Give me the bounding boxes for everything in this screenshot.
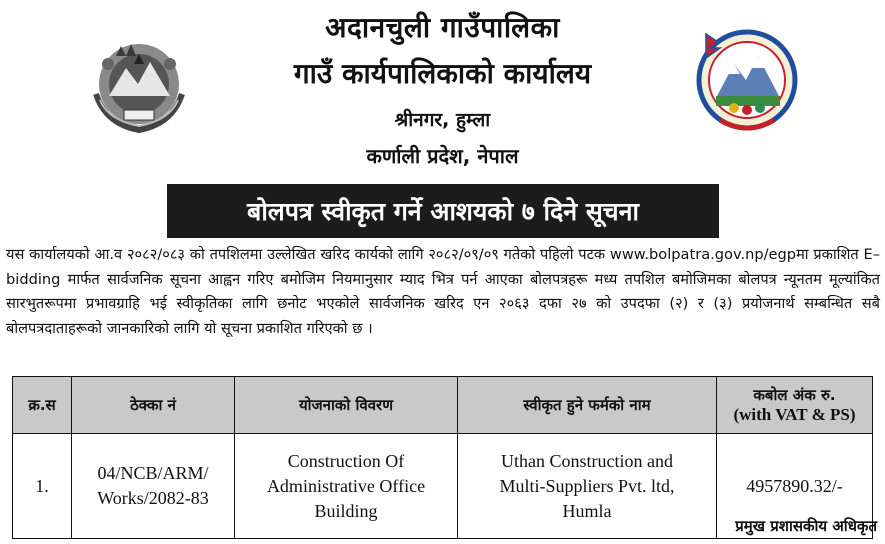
office-name: गाउँ कार्यपालिकाको कार्यालय — [293, 57, 592, 90]
cell-amount: 4957890.32/- — [717, 434, 873, 539]
description-line: Building — [314, 500, 378, 521]
office-location: श्रीनगर, हुम्ला — [394, 109, 491, 131]
notice-body-text: यस कार्यालयको आ.व २०८२/०८३ को तपशिलमा उल्लेखित खरिद कार्यको लागि २०८२/०९/०९ गतेको पहिलो पटक www.bolpatra.gov.np/egpमा प्रकाशित E–bidding मार्फत सार्वजनिक सूचना आह्वन गरिए बमोजिम नियमानुसार म्याद भित्र पर्न आएका बोलपत्रहरू मध्य तपशिल बमोजिमका बोलपत्र न्यूनतम मूल्यांकित सारभुतरूपमा प्रभावग्राहि भई स्वीकृतिका लागि छनोट भएकोले सार्वजनिक खरिद एन २०६३ दफा २७ को उपदफा (२) र (३) प्रयोजनार्थ सम्बन्धित सबै बोलपत्रदाताहरूको जानकारिको लागि यो सूचना प्रकाशित गरिएको छ । — [6, 246, 880, 337]
cell-description — [235, 434, 458, 539]
column-header-description: योजनाको विवरण — [235, 377, 458, 434]
column-header-amount — [717, 377, 873, 434]
contract-line: Works/2082-83 — [97, 488, 209, 508]
cell-firm — [458, 434, 717, 539]
cell-sn: 1. — [13, 434, 72, 539]
award-table — [12, 376, 873, 539]
municipality-name: अदानचुली गाउँपालिका — [325, 11, 560, 44]
description-line: Construction Of — [287, 450, 405, 471]
amount-header-note: (with VAT & PS) — [733, 405, 856, 424]
column-header-sn: क्र.स — [13, 377, 72, 434]
province-country: कर्णाली प्रदेश, नेपाल — [366, 144, 519, 168]
firm-line: Multi-Suppliers Pvt. ltd, — [499, 475, 675, 496]
firm-line: Uthan Construction and — [501, 450, 673, 471]
firm-line: Humla — [562, 500, 612, 521]
description-line: Administrative Office — [266, 475, 426, 496]
column-header-firm: स्वीकृत हुने फर्मको नाम — [458, 377, 717, 434]
amount-header-label: कबोल अंक रु. — [753, 386, 836, 404]
column-header-contract: ठेक्का नं — [72, 377, 235, 434]
notice-title-banner: बोलपत्र स्वीकृत गर्ने आशयको ७ दिने सूचना — [167, 184, 719, 238]
signatory-title: प्रमुख प्रशासकीय अधिकृत — [735, 517, 877, 535]
cell-contract — [72, 434, 235, 539]
table-header-row — [13, 377, 873, 434]
contract-line: 04/NCB/ARM/ — [97, 463, 209, 483]
